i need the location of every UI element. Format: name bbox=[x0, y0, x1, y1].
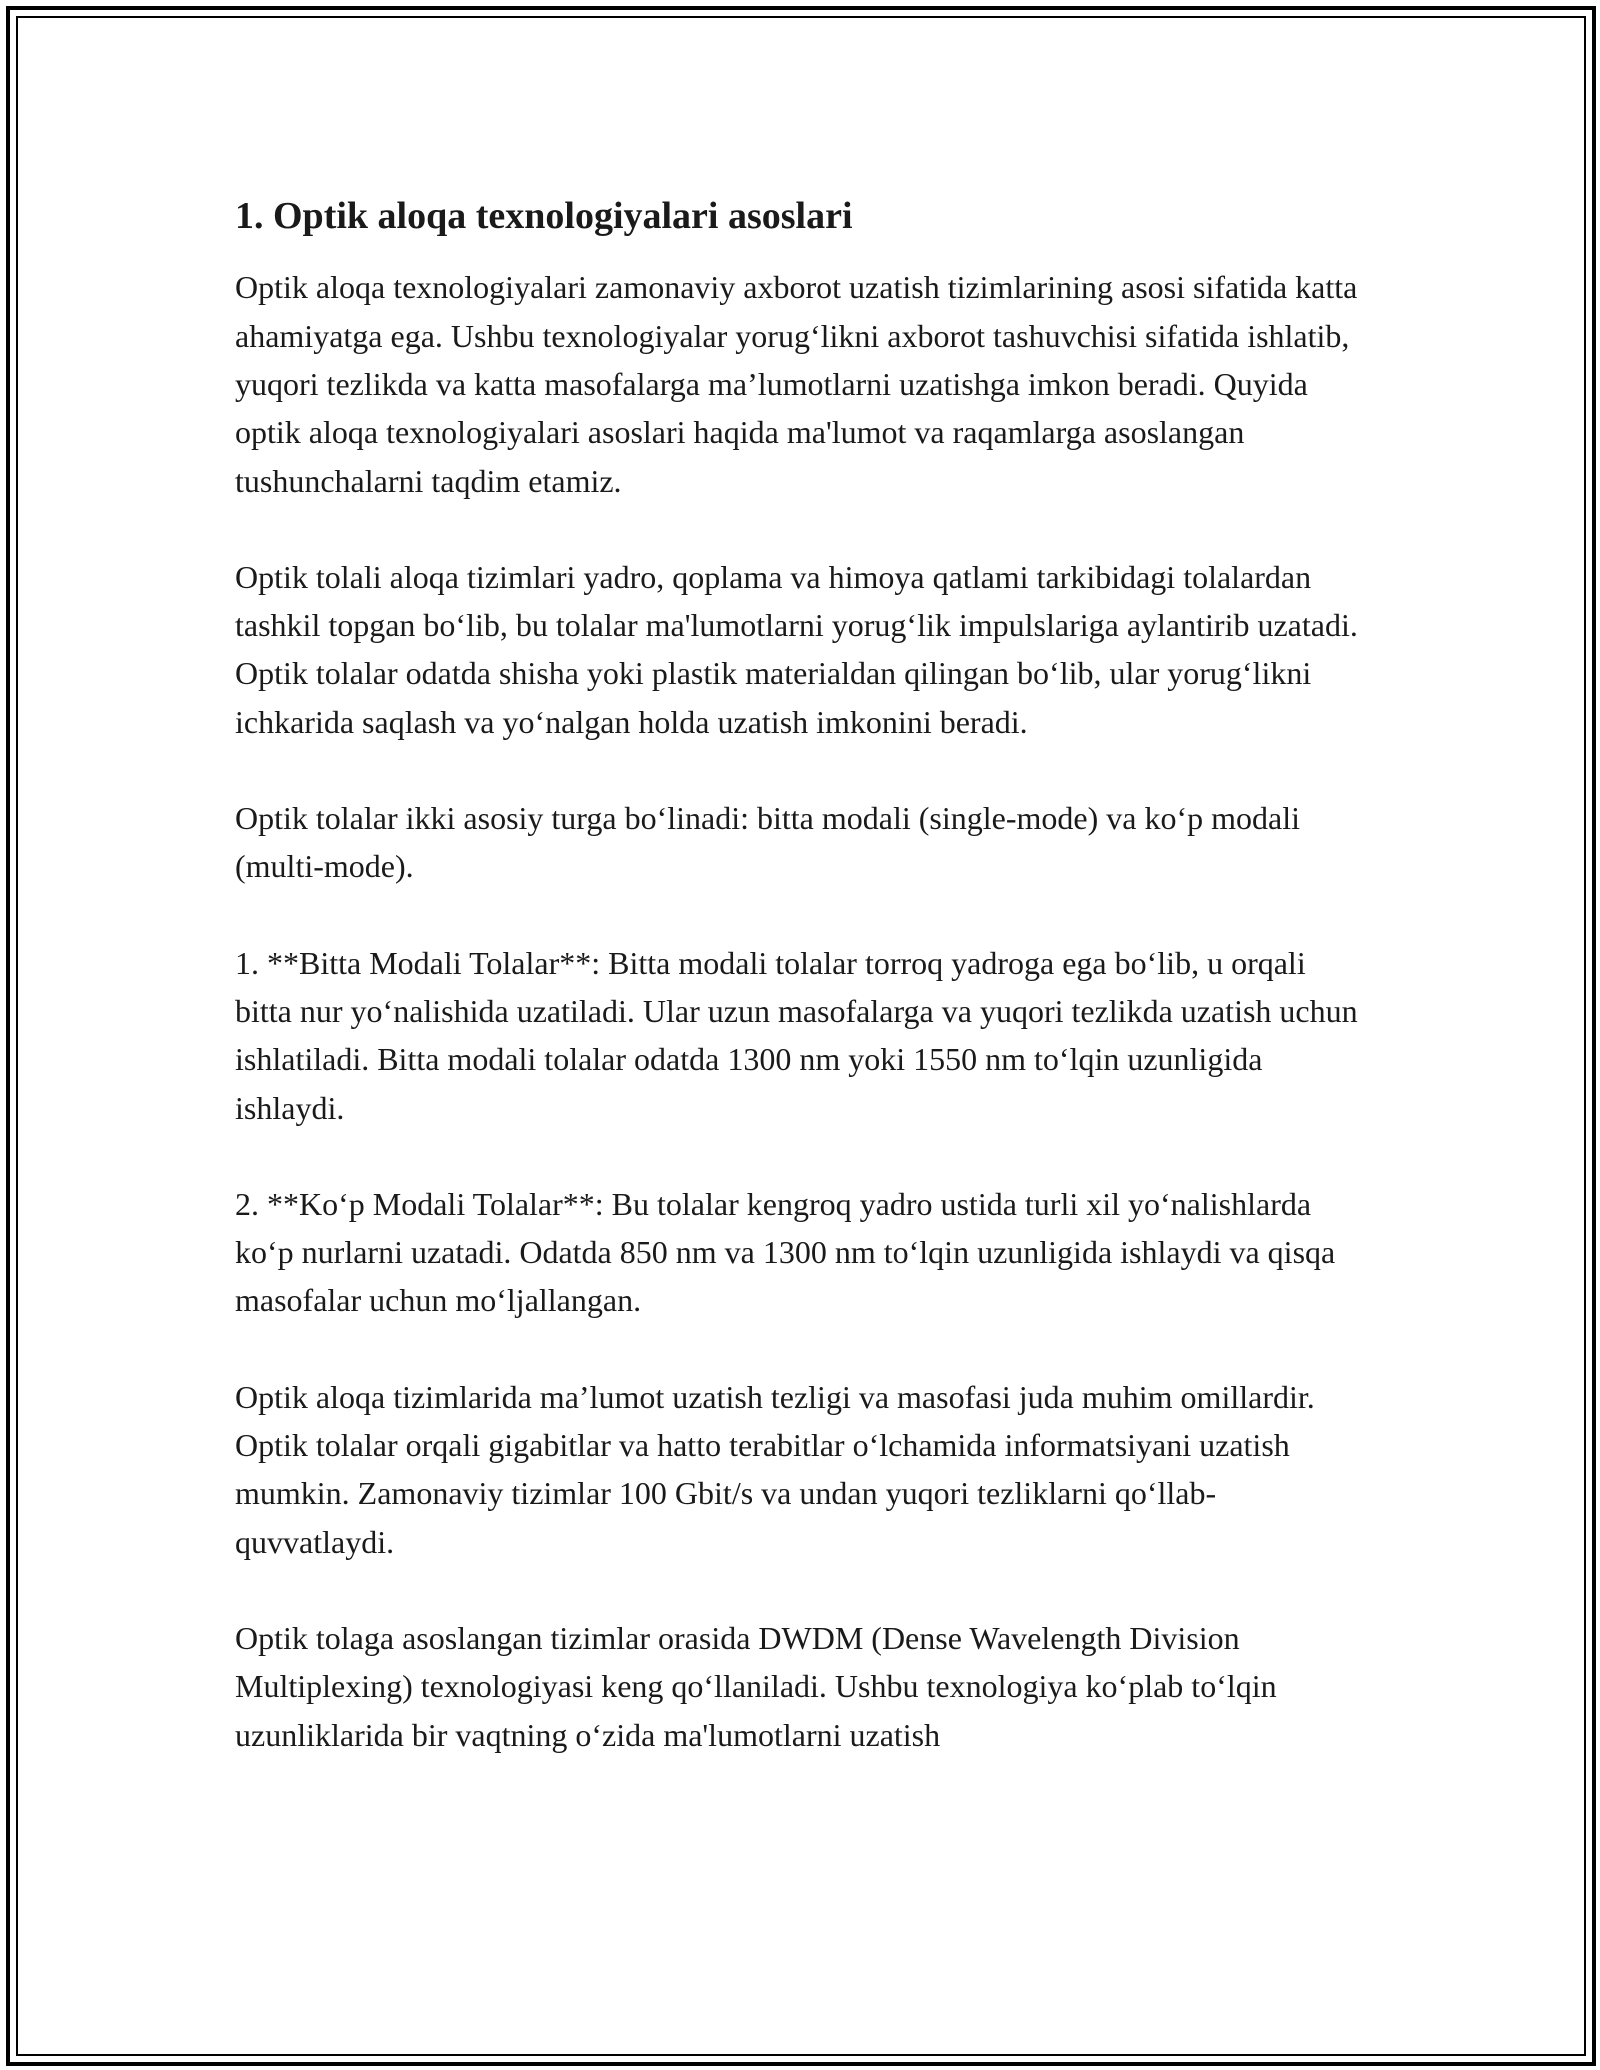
paragraph-fiber-structure: Optik tolali aloqa tizimlari yadro, qoplama va himoya qatlami tarkibidagi tolalardan tashkil topgan bo‘lib, bu tolalar ma'lumotlarni yorug‘lik impulslariga aylantirib uzatadi. Optik tolalar odatda shisha yoki plastik materialdan qilingan bo‘lib, ular yorug‘likni ichkarida saqlash va yo‘nalgan holda uzatish imkonini beradi. bbox=[235, 558, 1358, 740]
paragraph-fiber-types: Optik tolalar ikki asosiy turga bo‘linadi: bitta modali (single-mode) va ko‘p modali (multi-mode). bbox=[235, 800, 1300, 885]
paragraph-speed: Optik aloqa tizimlarida ma’lumot uzatish tezligi va masofasi juda muhim omillardir. Optik tolalar orqali gigabitlar va hatto terabitlar o‘lchamida informatsiyani uzatish mumkin. Zamonaviy tizimlar 100 Gbit/s va undan yuqori tezliklarni qo‘llab-quvvatlaydi. bbox=[235, 1378, 1315, 1560]
paragraph-multi-mode: 2. **Ko‘p Modali Tolalar**: Bu tolalar kengroq yadro ustida turli xil yo‘nalishlarda ko‘p nurlarni uzatadi. Odatda 850 nm va 1300 nm to‘lqin uzunligida ishlaydi va qisqa masofalar uchun mo‘ljallangan. bbox=[235, 1185, 1336, 1319]
paragraph-dwdm: Optik tolaga asoslangan tizimlar orasida DWDM (Dense Wavelength Division Multiplexing) texnologiyasi keng qo‘llaniladi. Ushbu texnologiya ko‘plab to‘lqin uzunliklarida bir vaqtning o‘zida ma'lumotlarni uzatish bbox=[235, 1619, 1277, 1753]
section-heading: 1. Optik aloqa texnologiyalari asoslari bbox=[235, 195, 853, 237]
document-body bbox=[235, 180, 1365, 1807]
paragraph-single-mode: 1. **Bitta Modali Tolalar**: Bitta modali tolalar torroq yadroga ega bo‘lib, u orqali bitta nur yo‘nalishida uzatiladi. Ular uzun masofalarga va yuqori tezlikda uzatish uchun ishlatiladi. Bitta modali tolalar odatda 1300 nm yoki 1550 nm to‘lqin uzunligida ishlaydi. bbox=[235, 944, 1358, 1126]
paragraph-intro: Optik aloqa texnologiyalari zamonaviy axborot uzatish tizimlarining asosi sifatida katta ahamiyatga ega. Ushbu texnologiyalar yorug‘likni axborot tashuvchisi sifatida ishlatib, yuqori tezlikda va katta masofalarga ma’lumotlarni uzatishga imkon beradi. Quyida optik aloqa texnologiyalari asoslari haqida ma'lumot va raqamlarga asoslangan tushunchalarni taqdim etamiz. bbox=[235, 269, 1358, 499]
